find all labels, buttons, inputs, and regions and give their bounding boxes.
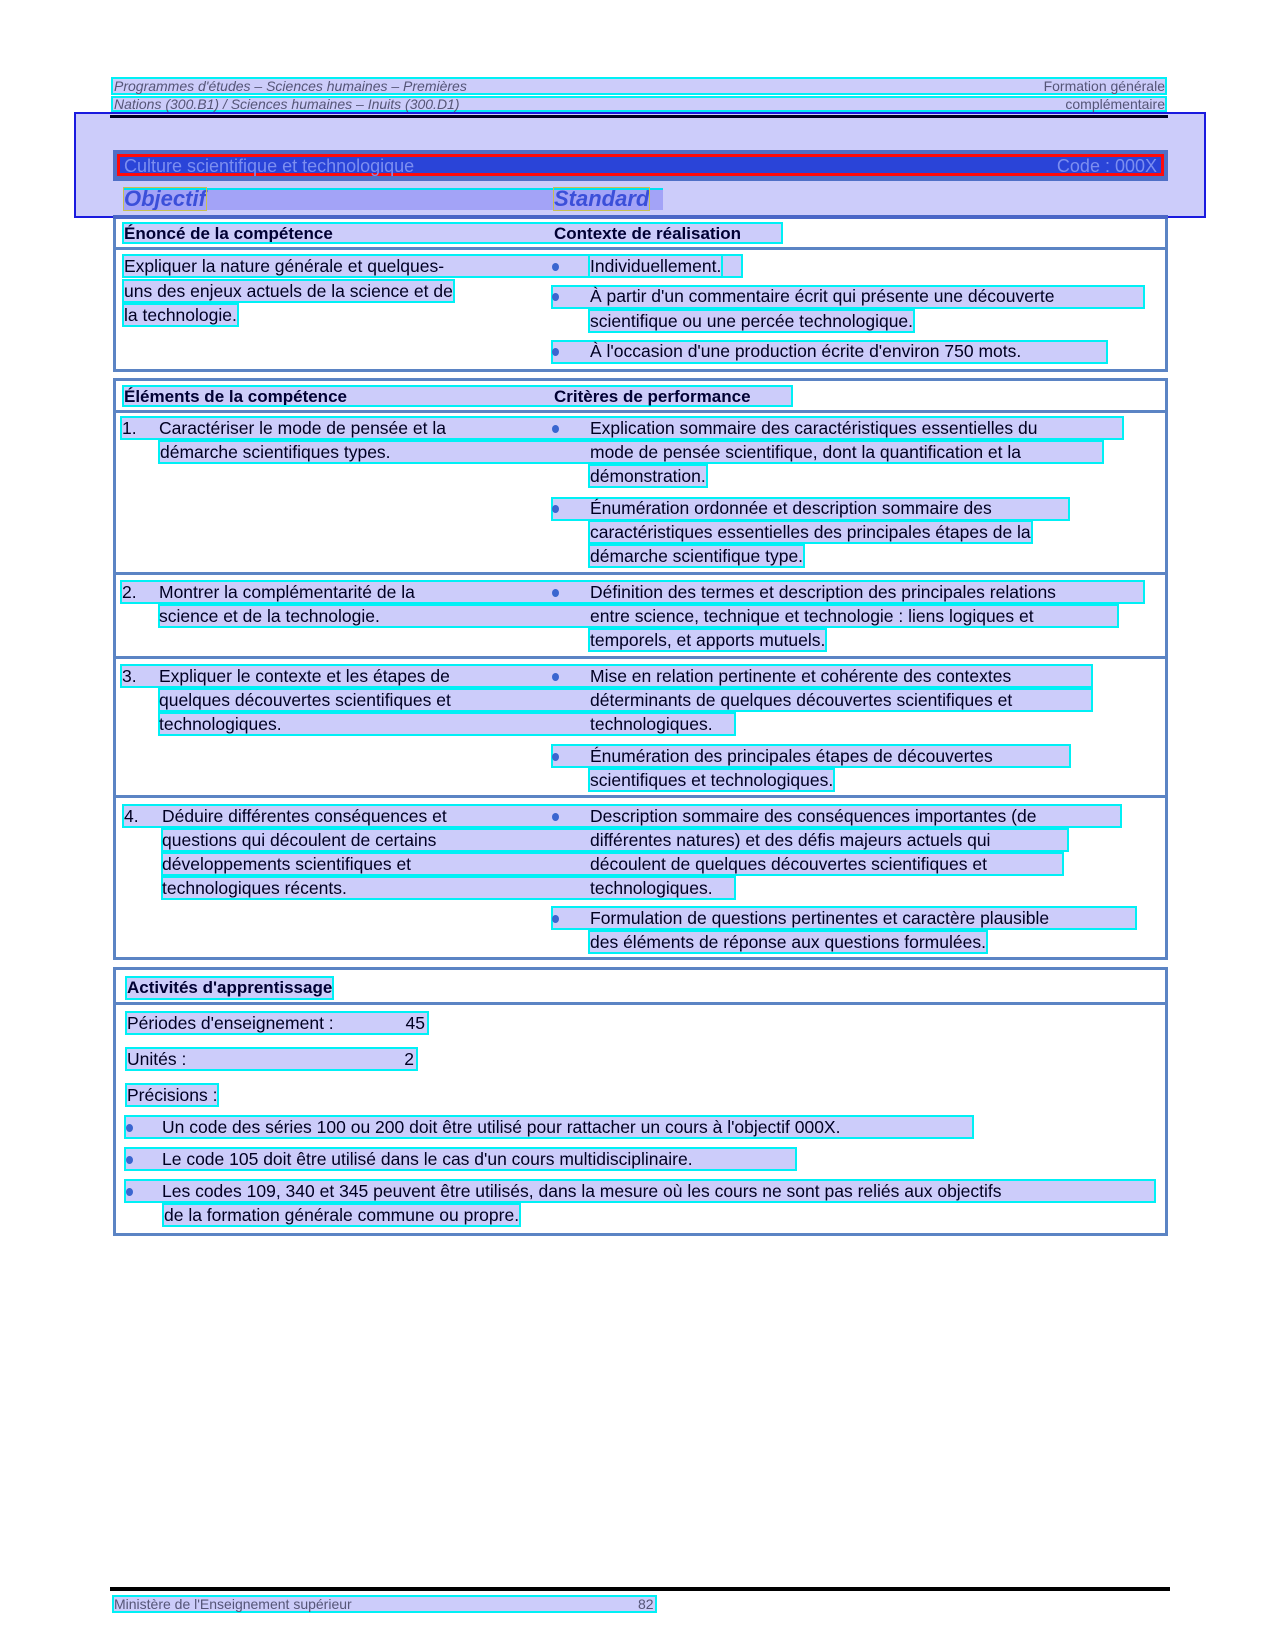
periods-field xyxy=(127,1013,427,1033)
header-right-line2-text: complémentaire xyxy=(1065,96,1165,112)
competence-table-top-border xyxy=(113,215,1168,219)
header-rule xyxy=(110,115,1168,118)
statement-line-1: Expliquer la nature générale et quelques- xyxy=(124,256,741,276)
bullet-icon xyxy=(552,505,559,513)
bullet-icon xyxy=(552,348,559,356)
element-4-line3: développements scientifiques et xyxy=(162,854,412,874)
element-4-number: 4. xyxy=(124,806,139,826)
context-item-2-line2: scientifique ou une percée technologique. xyxy=(590,311,914,331)
criteria-4a-line1: Description sommaire des conséquences importantes (de xyxy=(590,806,1037,826)
precision-1: Un code des séries 100 ou 200 doit être utilisé pour rattacher un cours à l'objectif 000X. xyxy=(162,1117,841,1137)
statement-line-2: uns des enjeux actuels de la science et de xyxy=(124,281,453,301)
element-1-line2: démarche scientifiques types. xyxy=(160,442,1102,462)
element-2-line1: Montrer la complémentarité de la xyxy=(159,582,415,602)
header-right-line1-text: Formation générale xyxy=(1043,78,1165,94)
criteria-1a-line1: Explication sommaire des caractéristiques essentielles du xyxy=(590,418,1038,438)
periods-value: 45 xyxy=(405,1013,425,1033)
footer-ministry: Ministère de l'Enseignement supérieur xyxy=(114,1596,352,1612)
criteria-1b-line2: caractéristiques essentielles des principales étapes de la xyxy=(590,522,1031,542)
row-separator xyxy=(113,572,1168,575)
criteria-3b-line1: Énumération des principales étapes de découvertes xyxy=(590,746,993,766)
element-4-line2: questions qui découlent de certains xyxy=(162,830,437,850)
criteria-4b-line1: Formulation de questions pertinentes et caractère plausible xyxy=(590,908,1050,928)
bullet-icon xyxy=(552,753,559,761)
elements-header-separator xyxy=(113,410,1168,413)
bullet-icon xyxy=(552,589,559,597)
element-2-line2: science et de la technologie. xyxy=(159,606,380,626)
periods-label: Périodes d'enseignement : xyxy=(127,1013,334,1033)
criteria-2a-line2: entre science, technique et technologie : liens logiques et xyxy=(590,606,1034,626)
element-3-line2: quelques découvertes scientifiques et xyxy=(159,690,451,710)
elements-col2-header: Critères de performance xyxy=(554,387,751,406)
criteria-2a-line1: Définition des termes et description des principales relations xyxy=(590,582,1056,602)
element-4-line1: Déduire différentes conséquences et xyxy=(162,806,447,826)
precision-3-line1: Les codes 109, 340 et 345 peuvent être utilisés, dans la mesure où les cours ne sont pas reliés aux objectifs xyxy=(162,1181,1002,1201)
competence-col1-header: Énoncé de la compétence xyxy=(124,224,781,242)
header-left-line1-text: Programmes d'études – Sciences humaines – Premières xyxy=(114,78,467,94)
element-1-line1: Caractériser le mode de pensée et la xyxy=(159,418,446,438)
criteria-3a-line2: déterminants de quelques découvertes scientifiques et xyxy=(590,690,1013,710)
row-separator xyxy=(113,656,1168,659)
bullet-icon xyxy=(552,813,559,821)
element-2-number: 2. xyxy=(122,582,137,602)
elements-col1-header: Éléments de la compétence xyxy=(124,387,791,405)
footer-page-number: 82 xyxy=(638,1596,654,1612)
units-label: Unités : xyxy=(127,1049,187,1069)
criteria-3a-line3: technologiques. xyxy=(590,714,713,734)
element-1-number: 1. xyxy=(122,418,137,438)
context-item-2-line1: À partir d'un commentaire écrit qui présente une découverte xyxy=(590,286,1055,306)
statement-line-3: la technologie. xyxy=(124,305,237,325)
bullet-icon xyxy=(126,1188,133,1196)
bullet-icon xyxy=(552,263,559,271)
course-code: Code : 000X xyxy=(1056,156,1157,176)
criteria-3b-line2: scientifiques et technologiques. xyxy=(590,770,834,790)
element-4-line4: technologiques récents. xyxy=(162,878,347,898)
element-3-number: 3. xyxy=(122,666,137,686)
context-item-1: Individuellement. xyxy=(590,256,722,276)
units-value: 2 xyxy=(404,1049,414,1069)
activities-header-separator xyxy=(113,1002,1168,1005)
criteria-4a-line4: technologiques. xyxy=(590,878,713,898)
competence-header-separator xyxy=(113,247,1168,250)
footer-rule xyxy=(110,1587,1170,1591)
criteria-4a-line3: découlent de quelques découvertes scientifiques et xyxy=(590,854,987,874)
bullet-icon xyxy=(552,293,559,301)
bullet-icon xyxy=(552,425,559,433)
criteria-1a-line2: mode de pensée scientifique, dont la quantification et la xyxy=(590,442,1021,462)
objectif-label: Objectif xyxy=(124,186,206,211)
criteria-4a-line2: différentes natures) et des défis majeurs actuels qui xyxy=(590,830,991,850)
competence-col2-header: Contexte de réalisation xyxy=(554,224,742,243)
bullet-icon xyxy=(552,673,559,681)
units-field xyxy=(127,1049,416,1069)
bullet-icon xyxy=(126,1156,133,1164)
bullet-icon xyxy=(552,915,559,923)
context-item-3: À l'occasion d'une production écrite d'environ 750 mots. xyxy=(590,341,1022,361)
criteria-1a-line3: démonstration. xyxy=(590,466,706,486)
activities-header: Activités d'apprentissage xyxy=(127,978,333,997)
criteria-3a-line1: Mise en relation pertinente et cohérente des contextes xyxy=(590,666,1012,686)
precision-3-line2: de la formation générale commune ou propre. xyxy=(164,1205,520,1225)
row-separator xyxy=(113,795,1168,798)
criteria-1b-line1: Énumération ordonnée et description sommaire des xyxy=(590,498,992,518)
precision-2: Le code 105 doit être utilisé dans le cas d'un cours multidisciplinaire. xyxy=(162,1149,693,1169)
bullet-icon xyxy=(126,1124,133,1132)
precisions-label: Précisions : xyxy=(127,1085,218,1105)
criteria-4b-line2: des éléments de réponse aux questions formulées. xyxy=(590,932,986,952)
course-title: Culture scientifique et technologique xyxy=(124,156,415,176)
element-3-line3: technologiques. xyxy=(159,714,282,734)
criteria-1b-line3: démarche scientifique type. xyxy=(590,546,804,566)
element-3-line1: Expliquer le contexte et les étapes de xyxy=(159,666,450,686)
criteria-2a-line3: temporels, et apports mutuels. xyxy=(590,630,826,650)
standard-label: Standard xyxy=(554,186,650,211)
header-left-line2-text: Nations (300.B1) / Sciences humaines – Inuits (300.D1) xyxy=(114,96,460,112)
